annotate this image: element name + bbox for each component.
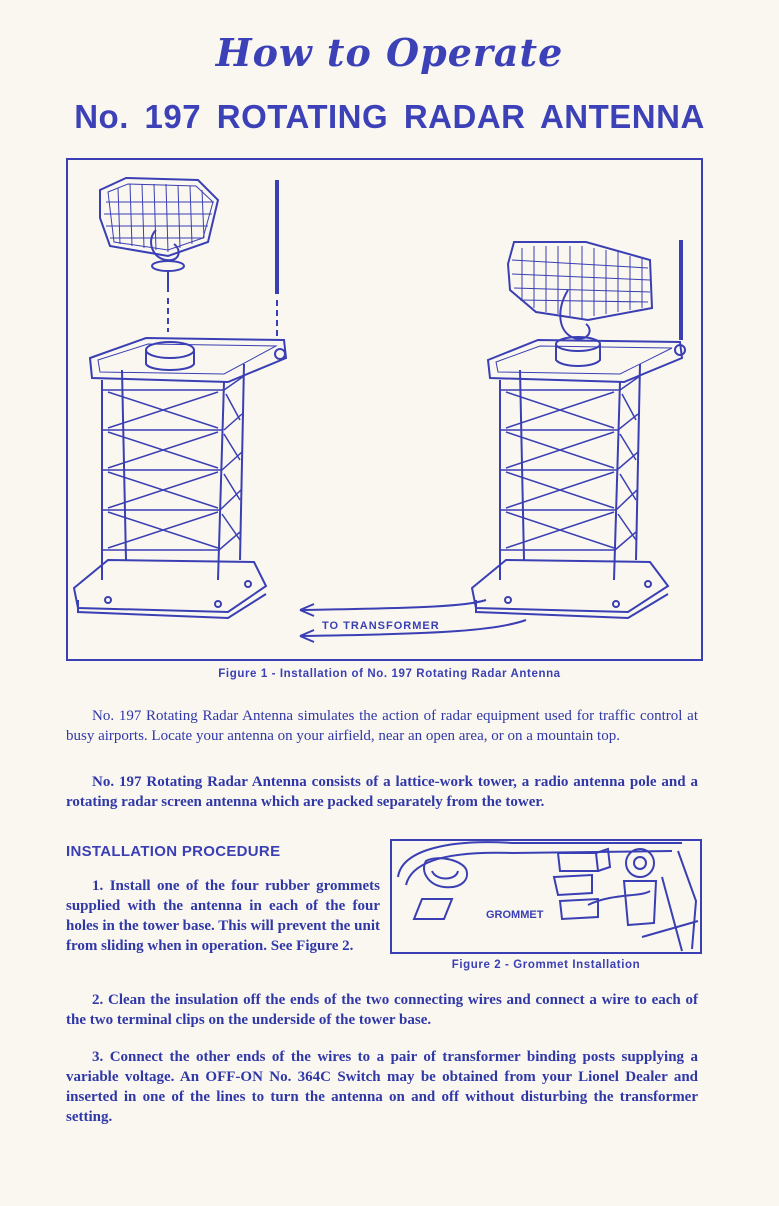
step-2-paragraph: 2. Clean the insulation off the ends of the two connecting wires and connect a wire to each of the two terminal clips on the underside of the tower base. <box>66 992 698 1028</box>
figure-2-illustration <box>390 839 702 954</box>
radar-screen-left <box>100 178 218 332</box>
intro-paragraph: No. 197 Rotating Radar Antenna simulates the action of radar equipment used for traffic control at busy airports. Locate your antenna on your airfield, near an open area, or on a mountain top. <box>66 708 698 744</box>
figure-2-caption: Figure 2 - Grommet Installation <box>451 959 641 971</box>
step-3-paragraph: 3. Connect the other ends of the wires to a pair of transformer binding posts supplying a variable voltage. An OFF-ON No. 364C Switch may be obtained from your Lionel Dealer and inserted in one of the lines to turn the antenna on and off without disturbing the transformer setting. <box>66 1049 698 1125</box>
to-transformer-label: TO TRANSFORMER <box>322 620 440 632</box>
page-title: How to Operate <box>215 30 564 75</box>
page-subtitle: No. 197 ROTATING RADAR ANTENNA <box>74 98 705 135</box>
grommet-drawing <box>392 841 700 952</box>
radar-tower-drawing <box>68 160 701 659</box>
figure-1-illustration <box>66 158 703 661</box>
installation-heading: INSTALLATION PROCEDURE <box>66 843 281 860</box>
contents-paragraph: No. 197 Rotating Radar Antenna consists of a lattice-work tower, a radio antenna pole and a rotating radar screen antenna which are packed separately from the tower. <box>66 774 698 810</box>
figure-1-caption: Figure 1 - Installation of No. 197 Rotating Radar Antenna <box>218 668 561 680</box>
step-1-paragraph: 1. Install one of the four rubber grommets supplied with the antenna in each of the four holes in the tower base. This will prevent the unit from sliding when in operation. See Figure 2. <box>66 878 380 954</box>
grommet-label: GROMMET <box>486 909 544 921</box>
